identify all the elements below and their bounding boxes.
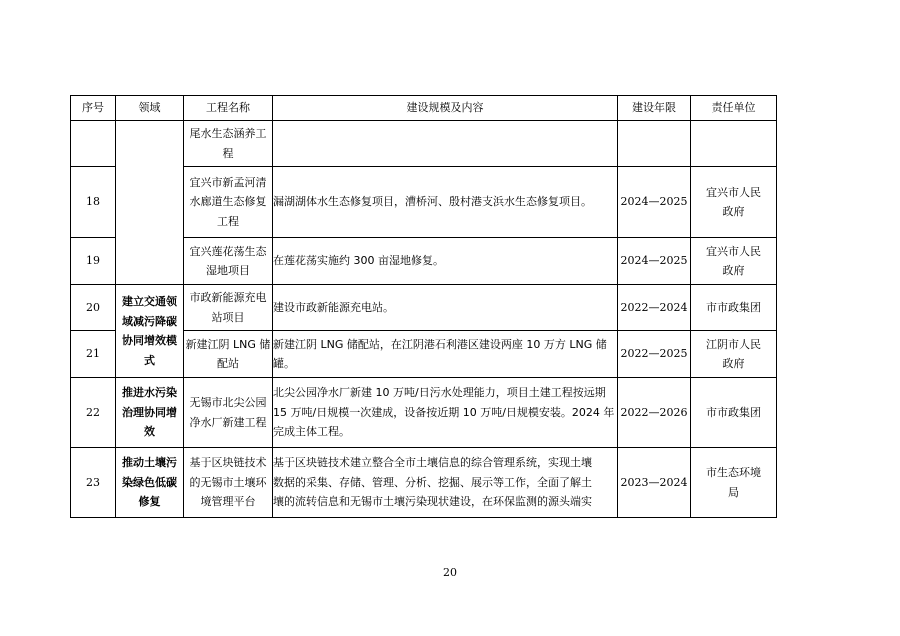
row-content bbox=[273, 121, 618, 167]
header-scale-content: 建设规模及内容 bbox=[273, 96, 618, 121]
field-line: 建立交通领 bbox=[122, 295, 177, 308]
row-content bbox=[273, 378, 618, 448]
field-line: 推进水污染 bbox=[122, 386, 177, 400]
table-row bbox=[71, 285, 777, 331]
row-project-name bbox=[184, 167, 273, 238]
header-field: 领域 bbox=[116, 96, 184, 121]
page-number: 20 bbox=[443, 566, 457, 579]
name-line: 境管理平台 bbox=[200, 495, 256, 509]
field-line: 治理协同增 bbox=[122, 405, 177, 419]
name-line: 宜兴市新孟河清 bbox=[189, 175, 267, 189]
row-content bbox=[273, 448, 618, 518]
row-field bbox=[116, 378, 184, 448]
content-line: 数据的采集、存储、管理、分析、挖掘、展示等工作，全面了解土 bbox=[273, 475, 592, 489]
content-line: 北尖公园净水厂新建 10 万吨/日污水处理能力，项目土建工程按远期 bbox=[273, 386, 606, 400]
row-unit bbox=[691, 285, 777, 331]
row-project-name bbox=[184, 121, 273, 167]
field-line: 协同增效模 bbox=[122, 334, 177, 347]
name-line: 基于区块链技术 bbox=[189, 456, 267, 470]
content-line: 罐。 bbox=[273, 357, 295, 370]
field-line: 域减污降碳 bbox=[122, 314, 177, 328]
header-responsible-unit: 责任单位 bbox=[691, 96, 777, 121]
row-unit bbox=[691, 167, 777, 238]
table-row bbox=[71, 378, 777, 448]
field-line: 效 bbox=[144, 425, 155, 439]
row-content bbox=[273, 238, 618, 285]
name-line: 工程 bbox=[217, 214, 239, 228]
unit-line: 江阴市人民 bbox=[706, 337, 761, 351]
name-line: 新建江阴 LNG 储 bbox=[185, 337, 271, 351]
name-line: 宜兴莲花荡生态 bbox=[189, 244, 267, 258]
row-period: 2022—2026 bbox=[618, 378, 691, 448]
header-period: 建设年限 bbox=[618, 96, 691, 121]
content-line: 壤的流转信息和无锡市土壤污染现状建设，在环保监测的源头端实 bbox=[273, 495, 592, 509]
name-line: 尾水生态涵养工 bbox=[189, 127, 267, 140]
unit-line: 宜兴市人民 bbox=[706, 244, 761, 258]
name-line: 站项目 bbox=[211, 310, 245, 324]
content-line: 漏湖湖体水生态修复项目，漕桥河、殷村港支浜水生态修复项目。 bbox=[273, 195, 592, 209]
row-seq: 20 bbox=[71, 285, 116, 331]
row-period: 2023—2024 bbox=[618, 448, 691, 518]
row-unit bbox=[691, 378, 777, 448]
row-seq: 23 bbox=[71, 448, 116, 518]
name-line: 无锡市北尖公园 bbox=[189, 396, 267, 409]
row-field bbox=[116, 121, 184, 285]
row-unit bbox=[691, 448, 777, 518]
field-line: 推动土壤污 bbox=[122, 456, 177, 470]
row-project-name bbox=[184, 378, 273, 448]
row-seq bbox=[71, 121, 116, 167]
header-seq: 序号 bbox=[71, 96, 116, 121]
unit-line: 市生态环境 bbox=[706, 466, 761, 479]
row-project-name bbox=[184, 331, 273, 378]
project-table bbox=[70, 95, 777, 518]
row-period: 2022—2025 bbox=[618, 331, 691, 378]
field-line: 式 bbox=[144, 353, 155, 367]
content-line: 建设市政新能源充电站。 bbox=[273, 300, 394, 314]
content-line: 15 万吨/日规模一次建成，设备按近期 10 万吨/日规模安装。2024 年 bbox=[273, 405, 615, 419]
name-line: 程 bbox=[222, 146, 234, 160]
table-row bbox=[71, 448, 777, 518]
row-seq: 22 bbox=[71, 378, 116, 448]
row-content bbox=[273, 331, 618, 378]
row-content bbox=[273, 167, 618, 238]
content-line: 新建江阴 LNG 储配站，在江阴港石利港区建设两座 10 万方 LNG 储 bbox=[273, 337, 607, 351]
unit-line: 政府 bbox=[722, 264, 745, 277]
row-project-name bbox=[184, 448, 273, 518]
unit-line: 市市政集团 bbox=[706, 300, 761, 314]
row-period bbox=[618, 121, 691, 167]
row-unit bbox=[691, 121, 777, 167]
name-line: 净水厂新建工程 bbox=[189, 415, 267, 429]
table-row bbox=[71, 121, 777, 167]
row-period: 2022—2024 bbox=[618, 285, 691, 331]
row-unit bbox=[691, 238, 777, 285]
header-project-name: 工程名称 bbox=[184, 96, 273, 121]
header-row bbox=[71, 96, 777, 121]
name-line: 水廊道生态修复 bbox=[189, 195, 267, 209]
row-period: 2024—2025 bbox=[618, 238, 691, 285]
content-line: 完成主体工程。 bbox=[273, 425, 350, 439]
row-content bbox=[273, 285, 618, 331]
name-line: 市政新能源充电 bbox=[189, 291, 267, 304]
content-line: 在莲花荡实施约 300 亩湿地修复。 bbox=[273, 254, 444, 268]
unit-line: 局 bbox=[728, 485, 739, 499]
row-seq: 21 bbox=[71, 331, 116, 378]
name-line: 湿地项目 bbox=[206, 264, 250, 277]
row-project-name bbox=[184, 238, 273, 285]
unit-line: 宜兴市人民 bbox=[706, 185, 761, 199]
row-field bbox=[116, 448, 184, 518]
row-period: 2024—2025 bbox=[618, 167, 691, 238]
row-seq: 18 bbox=[71, 167, 116, 238]
row-project-name bbox=[184, 285, 273, 331]
unit-line: 政府 bbox=[722, 205, 745, 218]
row-unit bbox=[691, 331, 777, 378]
field-line: 修复 bbox=[138, 495, 161, 509]
unit-line: 市市政集团 bbox=[706, 405, 761, 419]
row-seq: 19 bbox=[71, 238, 116, 285]
row-field bbox=[116, 285, 184, 378]
content-line: 基于区块链技术建立整合全市土壤信息的综合管理系统，实现土壤 bbox=[273, 456, 592, 470]
name-line: 的无锡市土壤环 bbox=[189, 475, 267, 489]
field-line: 染绿色低碳 bbox=[122, 475, 177, 489]
unit-line: 政府 bbox=[722, 357, 745, 370]
name-line: 配站 bbox=[217, 357, 239, 370]
